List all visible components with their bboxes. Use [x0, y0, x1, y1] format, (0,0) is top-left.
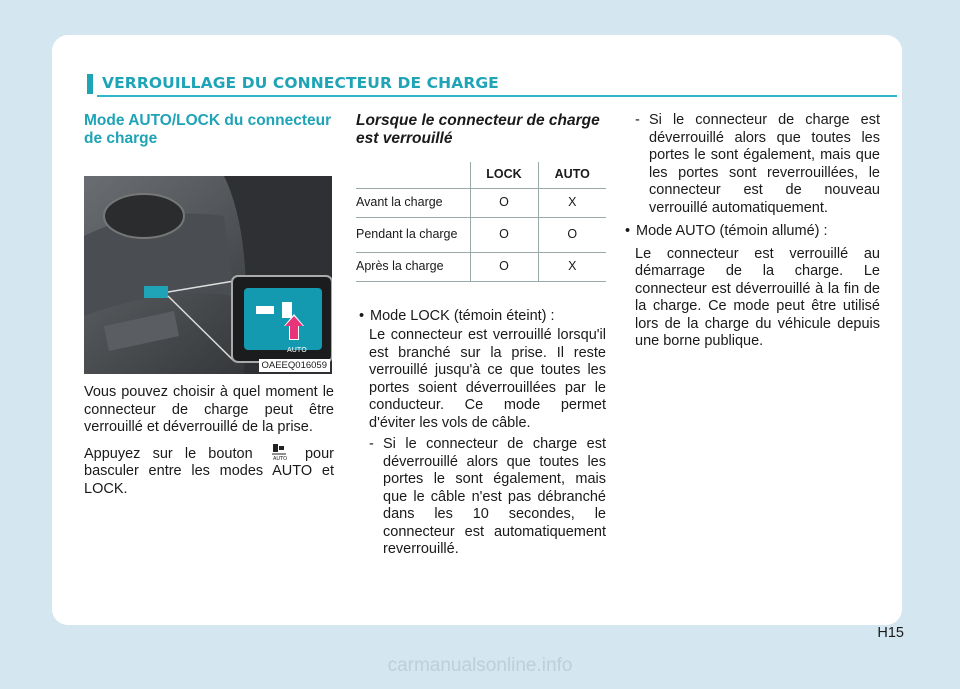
table-row [356, 217, 606, 252]
lock-mode-text: Le connecteur est verrouillé lorsqu'il est branché sur la prise. Il reste verrouillé jusqu'à ce que toutes les portes soient déverrouillées par le conducteur. Ce mode permet d'éviter les vols de câble. [369, 327, 606, 431]
bullet-marker: • [359, 307, 365, 324]
cell-lock: O [470, 217, 538, 252]
cell-auto: X [538, 188, 606, 217]
cell-auto: O [538, 217, 606, 252]
column-3 [622, 112, 880, 351]
locked-heading: Lorsque le connecteur de charge est verrouillé [356, 112, 600, 147]
column-1 [84, 112, 334, 498]
watermark: carmanualsonline.info [387, 655, 573, 676]
row-label: Après la charge [356, 252, 470, 281]
charge-auto-button-icon [271, 443, 287, 461]
cell-lock: O [470, 188, 538, 217]
figure-caption: OAEEQ016059 [259, 359, 331, 372]
mode-heading: Mode AUTO/LOCK du connecteur de charge [84, 112, 332, 147]
lock-mode-item [356, 308, 606, 326]
row-label: Pendant la charge [356, 217, 470, 252]
bullet-marker: • [625, 223, 631, 239]
lock-mode-subtext: Si le connecteur de charge est déverrouillé alors que toutes les portes le sont également, mais que le câble n'est pas débranché dans les 10 secondes, le connecteur est automatiquement reverrouillé. [383, 436, 606, 557]
paragraph-button-after: pour basculer entre les modes AUTO et LOCK. [84, 445, 335, 497]
lock-mode-subtext-2: Si le connecteur de charge est déverrouillé alors que toutes les portes le sont également, mais que les portes sont reverrouillées, le connecteur est de nouveau verrouillé automatiquement. [649, 112, 880, 216]
dash-marker: - [369, 436, 374, 452]
table-header-auto: AUTO [538, 162, 606, 188]
table-row [356, 252, 606, 281]
header-rule [97, 95, 897, 97]
cell-auto: X [538, 252, 606, 281]
row-label: Avant la charge [356, 188, 470, 217]
lock-mode-subitem-2 [622, 112, 880, 217]
section-title: VERROUILLAGE DU CONNECTEUR DE CHARGE [102, 74, 499, 92]
table-header-corner [356, 162, 470, 188]
auto-mode-label: Mode AUTO (témoin allumé) : [636, 223, 828, 239]
table-row [356, 188, 606, 217]
section-header [87, 72, 897, 96]
paragraph-button-before: Appuyez sur le bouton [84, 445, 253, 462]
figure-auto-label: AUTO [287, 346, 307, 354]
table-header-row [356, 162, 606, 188]
paragraph-button [84, 443, 334, 499]
lock-mode-table [356, 162, 606, 282]
paragraph-intro: Vous pouvez choisir à quel moment le connecteur de charge peut être verrouillé et déverrouillé de la prise. [84, 384, 334, 435]
dashboard-illustration [84, 176, 332, 374]
page-number: H15 [877, 625, 904, 641]
auto-mode-text: Le connecteur est verrouillé au démarrage de la charge. Le connecteur est déverrouillé à la fin de la charge. Ce mode peut être utilisé lors de la charge du véhicule depuis une borne publique. [635, 245, 880, 349]
lock-mode-label: Mode LOCK (témoin éteint) : [370, 307, 555, 324]
dash-marker: - [635, 112, 640, 128]
dashboard-figure [84, 176, 332, 374]
column-2 [356, 112, 606, 559]
auto-mode-item [622, 223, 880, 241]
cell-lock: O [470, 252, 538, 281]
header-accent-bar [87, 74, 93, 94]
lock-mode-subitem [356, 436, 606, 559]
table-header-lock: LOCK [470, 162, 538, 188]
inline-auto-label: AUTO [272, 455, 287, 461]
